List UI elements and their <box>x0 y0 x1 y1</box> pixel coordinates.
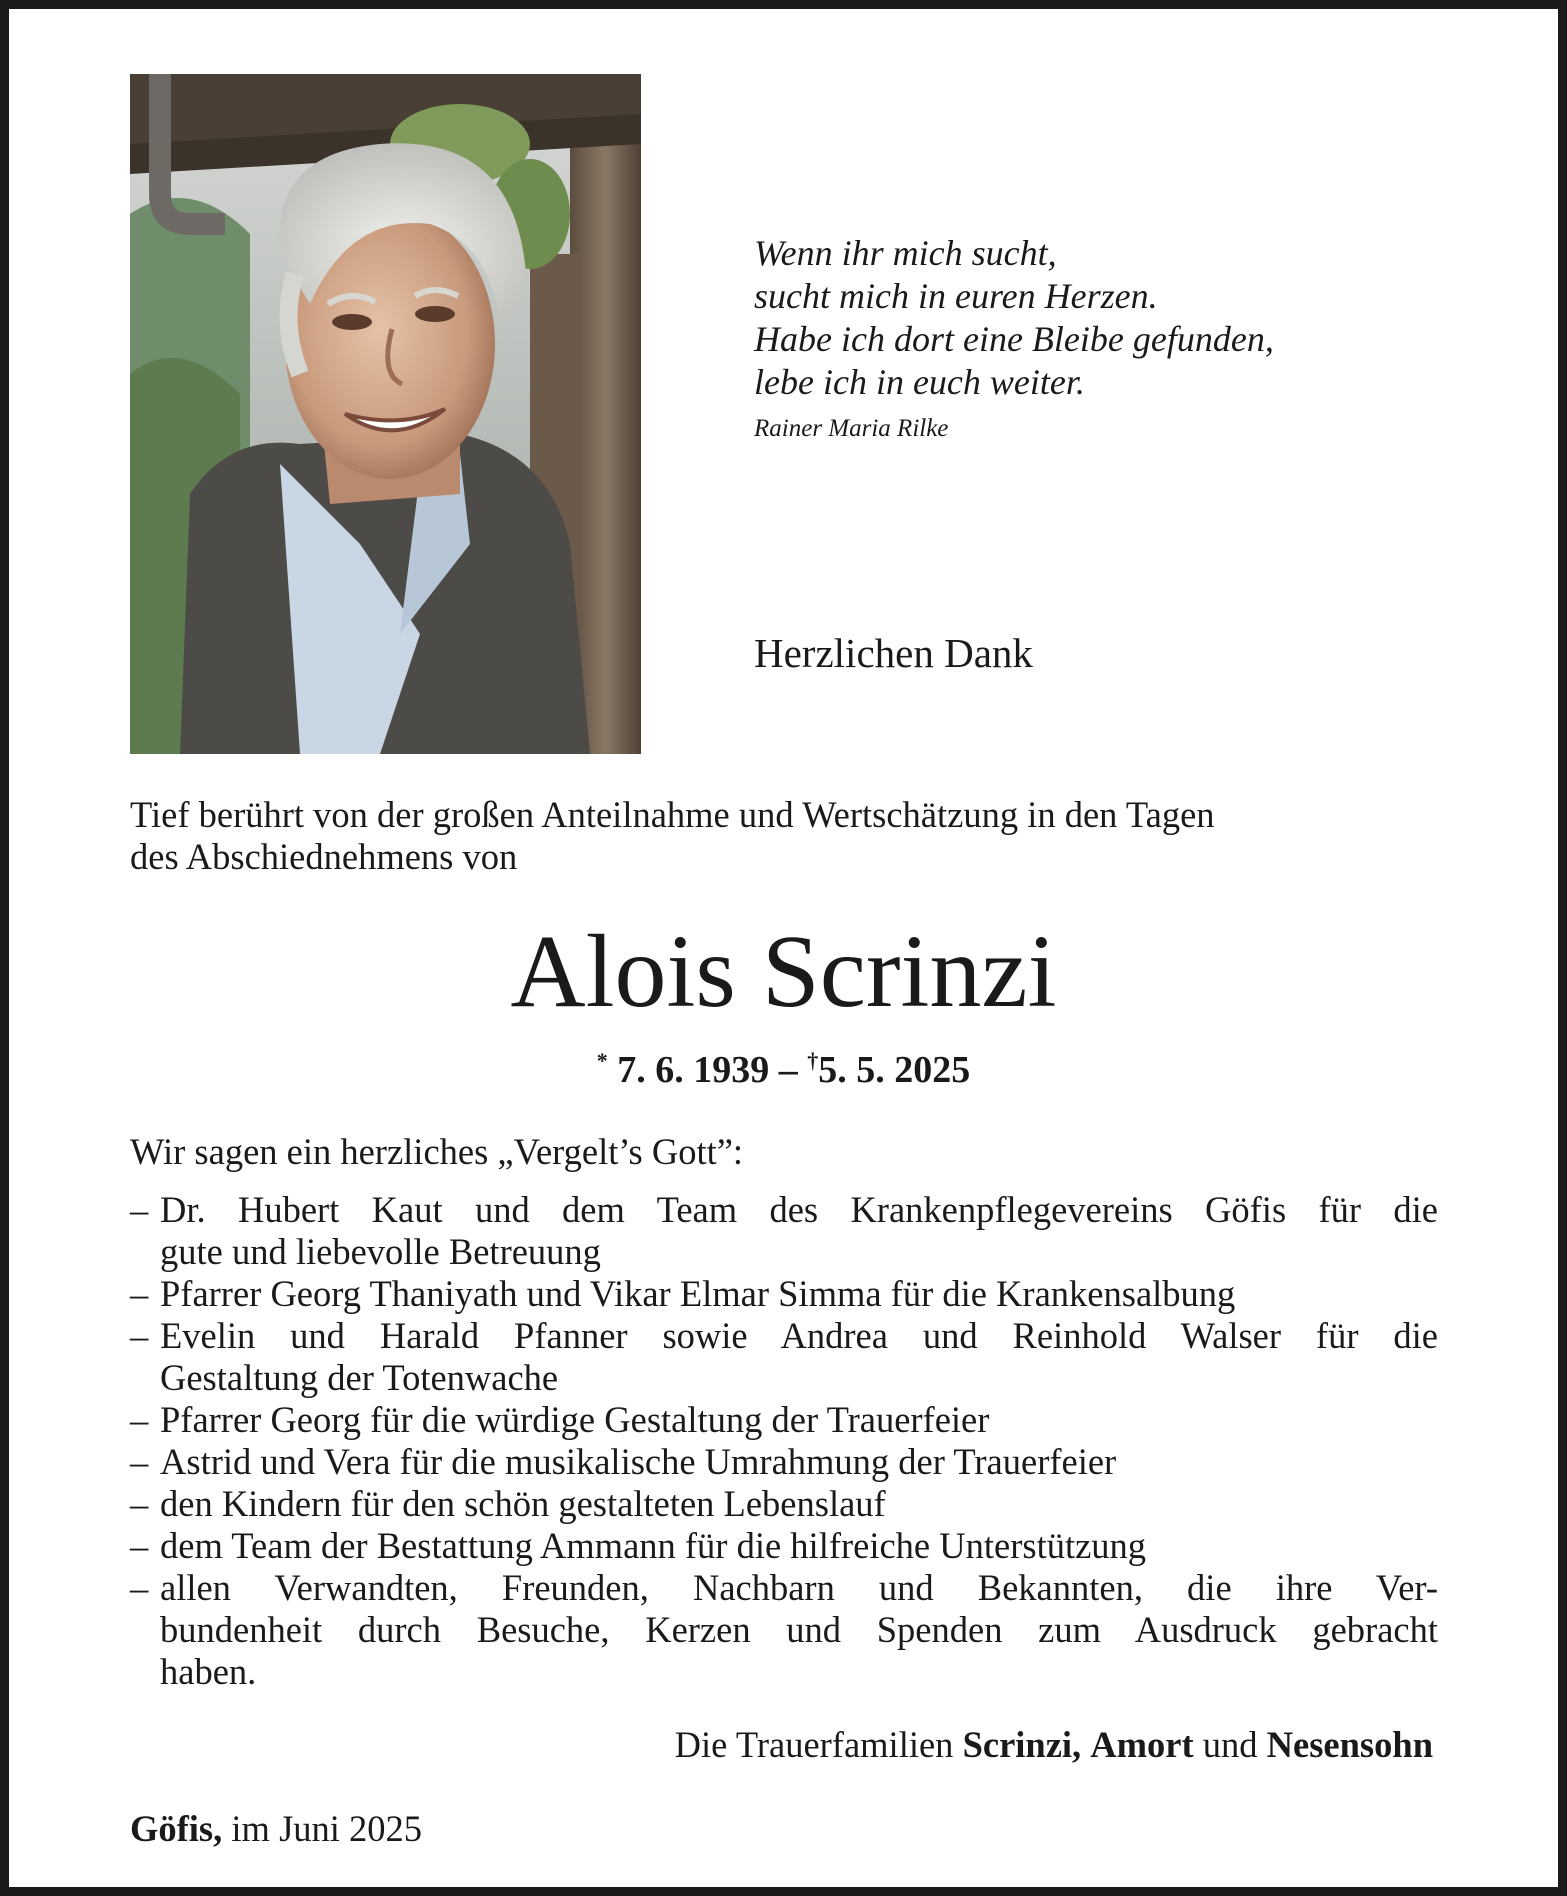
list-item-line: – Astrid und Vera für die musikalische Umrahmung der Trauerfeier <box>160 1441 1117 1482</box>
list-item <box>130 1273 1438 1315</box>
deceased-name: Alois Scrinzi <box>510 914 1057 1029</box>
list-item-line: – Pfarrer Georg Thaniyath und Vikar Elmar Simma für die Krankensalbung <box>160 1273 1236 1314</box>
poem-line: lebe ich in euch weiter. <box>754 362 1085 402</box>
family-signature <box>675 1724 1433 1766</box>
list-item <box>130 1189 1438 1273</box>
list-item-line: – allen Verwandten, Freunden, Nachbarn und Bekannten, die ihre Ver- <box>160 1567 1438 1608</box>
list-item-line: – dem Team der Bestattung Ammann für die hilfreiche Unterstützung <box>160 1525 1147 1566</box>
thanks-heading: Herzlichen Dank <box>754 630 1033 676</box>
poem-block <box>754 232 1454 444</box>
list-item <box>130 1441 1438 1483</box>
place-date <box>130 1808 422 1850</box>
list-item-line: – Dr. Hubert Kaut und dem Team des Krankenpflegevereins Göfis für die <box>160 1189 1438 1230</box>
portrait-photo <box>130 74 641 754</box>
date-separator: – <box>778 1049 798 1091</box>
list-item-line: gute und liebevolle Betreuung <box>160 1231 601 1272</box>
date-text: im Juni 2025 <box>231 1808 423 1849</box>
list-item-line: Gestaltung der Totenwache <box>160 1357 559 1398</box>
poem-line: Habe ich dort eine Bleibe gefunden, <box>754 319 1274 359</box>
list-item <box>130 1315 1438 1399</box>
list-item <box>130 1483 1438 1525</box>
list-item-line: – den Kindern für den schön gestalteten Lebenslauf <box>160 1483 886 1524</box>
poem-line: Wenn ihr mich sucht, <box>754 233 1057 273</box>
birth-date: 7. 6. 1939 <box>617 1049 770 1091</box>
signature-prefix: Die Trauerfamilien <box>674 1724 954 1765</box>
family-name: Nesensohn <box>1266 1724 1433 1765</box>
place-name: Göfis, <box>130 1808 223 1849</box>
poem-author: Rainer Maria Rilke <box>754 415 949 442</box>
family-name: Scrinzi, <box>962 1724 1082 1765</box>
list-item-line: – Pfarrer Georg für die würdige Gestaltung der Trauerfeier <box>160 1399 990 1440</box>
intro-line: Tief berührt von der großen Anteilnahme und Wertschätzung in den Tagen <box>130 794 1215 835</box>
list-item <box>130 1567 1438 1693</box>
gratitude-list <box>130 1189 1438 1693</box>
intro-text <box>130 794 1440 878</box>
family-name: Amort <box>1090 1724 1194 1765</box>
signature-conjunction: und <box>1202 1724 1258 1765</box>
poem-line: sucht mich in euren Herzen. <box>754 276 1158 316</box>
death-symbol: † <box>807 1048 819 1073</box>
list-item-line: bundenheit durch Besuche, Kerzen und Spenden zum Ausdruck gebracht <box>160 1609 1438 1650</box>
list-item-line: haben. <box>160 1651 257 1692</box>
life-dates <box>0 1046 1567 1094</box>
list-item-line: – Evelin und Harald Pfanner sowie Andrea und Reinhold Walser für die <box>160 1315 1438 1356</box>
list-item <box>130 1525 1438 1567</box>
list-item <box>130 1399 1438 1441</box>
gratitude-lead: Wir sagen ein herzliches „Vergelt’s Gott”: <box>130 1131 744 1172</box>
death-date: 5. 5. 2025 <box>818 1049 971 1091</box>
birth-symbol: * <box>596 1048 608 1073</box>
intro-line: des Abschiednehmens von <box>130 836 518 877</box>
